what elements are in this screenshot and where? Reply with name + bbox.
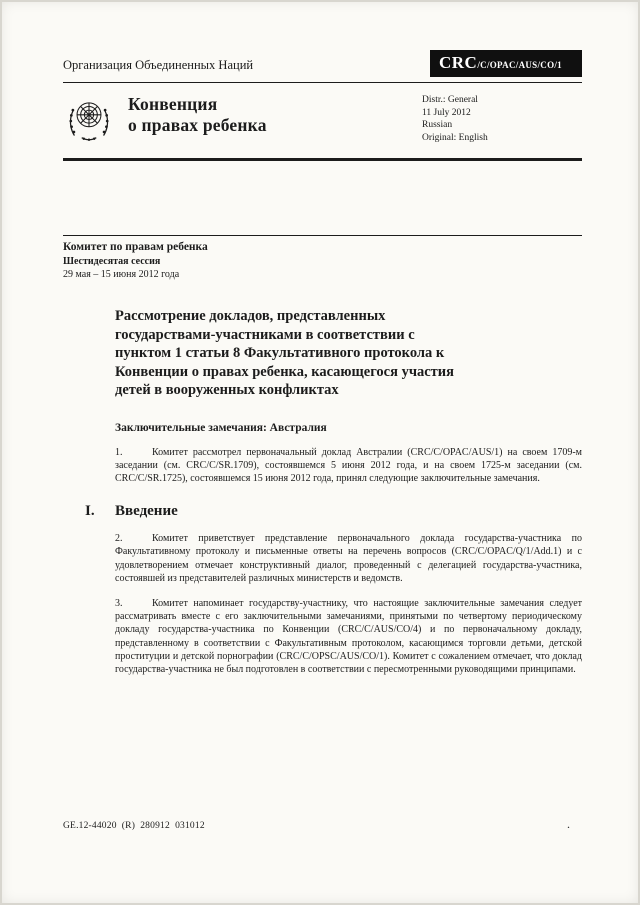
doc-symbol-badge [430,50,582,77]
date-line: 11 July 2012 [422,107,471,118]
org-name: Организация Объединенных Наций [63,58,254,72]
doc-symbol-suffix: /C/OPAC/AUS/CO/1 [477,60,562,70]
session-name: Шестидесятая сессия [63,256,161,267]
section-number: I. [85,503,95,520]
masthead-divider [63,158,582,161]
section-title: Введение [115,503,178,520]
convention-title-line1: Конвенция [128,94,218,114]
convention-title-line2: о правах ребенка [128,115,267,135]
page-mark: . [567,817,570,831]
session-divider [63,235,582,236]
document-footer-code: GE.12-44020 (R) 280912 031012 [63,821,205,831]
section-heading-introduction [85,503,582,520]
paragraph-2-number: 2. [115,533,123,545]
paragraph-1-number: 1. [115,446,123,458]
distribution-info [422,92,582,146]
paragraph-2 [115,532,582,585]
session-dates: 29 мая – 15 июня 2012 года [63,269,180,280]
doc-symbol-prefix: CRC [439,53,478,72]
distr-line: Distr.: General [422,95,478,105]
paragraph-1 [115,446,582,486]
paragraph-3-number: 3. [115,597,123,609]
un-emblem-icon [63,94,115,146]
original-language-line: Original: English [422,132,488,143]
language-line: Russian [422,120,453,130]
masthead [63,0,582,77]
convention-title [128,92,267,146]
emblem-row [63,92,582,146]
paragraph-3-text: Комитет напоминает государству-участнику, что настоящие заключительные замечания следует рассматривать вместе с его заключительными замечаниями, принятыми по четвертому периодическому докладу государства-участника по Конвенции (CRC/C/AUS/CO/4) и по первоначальному докладу, представленному в соответствии с Факультативным протоколом, касающимся торговли детьми, детской проституции и детской порнографии (CRC/C/OPSC/AUS/CO/1). Комитет с сожалением отмечает, что доклад государства-участника не был подготовлен в соответствии с пересмотренными руководящими принципами. [115,597,582,675]
committee-name: Комитет по правам ребенка [63,241,208,253]
document-title: Рассмотрение докладов, представленных государствами-участниками в соответствии с пунктом 1 статьи 8 Факультативного протокола к Конвенции о правах ребенка, касающегося участия детей в вооруженных конфликтах [115,308,455,398]
paragraph-1-text: Комитет рассмотрел первоначальный доклад Австралии (CRC/C/OPAC/AUS/1) на своем 1709-м заседании (см. CRC/C/SR.1709), состоявшемся 5 июня 2012 года, и на своем 1725-м заседании (см. CRC/C/SR.1725), состоявшемся 15 июня 2012 года, принял следующие заключительные замечания. [115,446,582,484]
document-subtitle: Заключительные замечания: Австралия [115,421,327,434]
paragraph-2-text: Комитет приветствует представление первоначального доклада государства-участника по Факультативному протоколу и письменные ответы на перечень вопросов (CRC/C/OPAC/Q/1/Add.1) и с удовлетворением отмечает конструктивный диалог, проведенный с делегацией государства-участника, состоявшей из представителей различных министерств и ведомств. [115,533,582,584]
session-info [63,240,582,281]
header-divider [63,82,582,83]
paragraph-3 [115,597,582,676]
